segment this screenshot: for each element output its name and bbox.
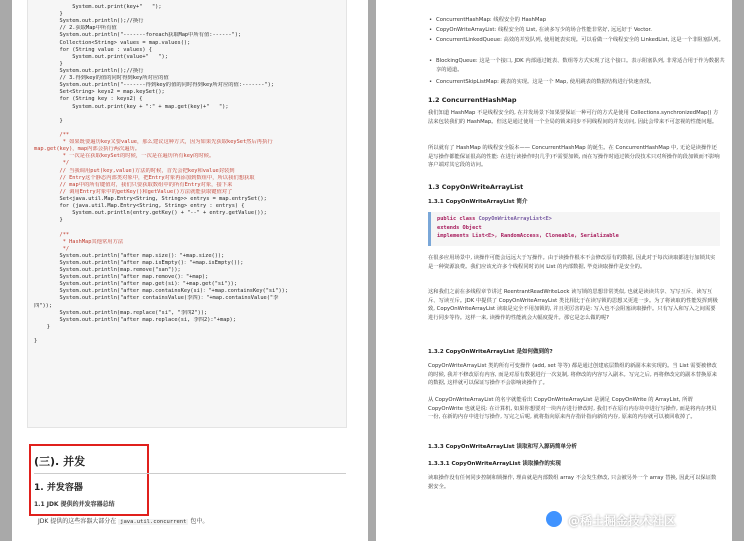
paragraph <box>38 516 208 525</box>
code-comment-line: // Entry这个静态内部类对象中，把Entry对象再添加到数组中，所以我们想获取 <box>34 174 255 181</box>
paragraph-text: 包中。 <box>190 518 209 525</box>
code-comment-line: * HashMap其他常用方法 <box>34 238 124 245</box>
paragraph-text: JDK 提供的这些容器大部分在 <box>38 518 117 525</box>
paragraph: 我们知道 HashMap 不是线程安全的, 在并发场景下如果要保证一种可行的方式是使用 Collections.synchronizedMap() 方法来包装我们的 HashMap。但这是通过使用一个全局的锁来同步不同线程间的并发访问, 因此会带来不可忽视的性能问题。 <box>428 110 719 125</box>
code-line: for (String key : keys2) { <box>34 96 143 103</box>
code-comment-line: // map中的所有键值对，我们只要获取数组中的所有Entry对象，接下来 <box>34 181 233 188</box>
code-line: } <box>34 11 63 18</box>
divider <box>34 473 346 474</box>
paragraph: 从 CopyOnWriteArrayList 的名字就能看出 CopyOnWriteArrayList 是满足 CopyOnWrite 的 ArrayList, 所谓 CopyOnWrite 也就是说: 在计算机, 如果你想要对一块内存进行修改时, 我们不在原有内存块中进行写操作, 而是将内存拷贝一份, 在新的内存中进行写操作, 写完之后呢, 就将指向原来内存指针指向新的内存, 原来的内存就可以被回收掉了。 <box>428 397 717 421</box>
code-comment-line: // 调用Entry对象中的getKey()和getValue()方法就能获取键值对了 <box>34 188 233 195</box>
code-line: System.out.println("after map.containsKey(si)："+map.containsKey("si")); <box>34 288 289 295</box>
code-comment-line: * 如果既要遍历key又要value，那么建议这种方式，因为如果先获取keySet然后再执行 <box>34 139 273 146</box>
code-line: } <box>34 323 50 330</box>
code-line: public class CopyOnWriteArrayList<E> <box>437 216 552 222</box>
code-line: } <box>34 60 63 67</box>
watermark: @稀土掘金技术社区 <box>568 514 677 528</box>
section-title: 1. 并发容器 <box>34 483 83 493</box>
list-item: • ConcurrentHashMap: 线程安全的 HashMap <box>436 16 726 25</box>
code-line: System.out.println("after map.replace(si, 李四2):"+map); <box>34 316 236 323</box>
code-snippet <box>428 212 720 246</box>
paragraph: 这和我们之前在多线程章节讲过 ReentrantReadWriteLock 读写锁的思想非常类似, 也就是读读共享、写写互斥、读写互斥、写读互斥。JDK 中提供了 CopyOnWriteArrayList 类比相比于在读写锁的思想又更进一步。为了将读取的性能发挥到极致, CopyOnWriteArrayList 读取是完全不用加锁的, 并且更厉害的是: 写入也不会阻塞读取操作。只有写入和写入之间需要进行同步等待。这样一来, 读操作的性能就会大幅度提升。那它是怎么做的呢? <box>428 289 718 321</box>
code-line: System.out.println(map.replace("si", "李四2")); <box>34 309 208 316</box>
code-line: System.out.println("after containsValue(李四)："+map.containsValue("李 <box>34 295 279 302</box>
right-page <box>376 0 732 541</box>
paragraph: 读取操作没有任何同步控制和锁操作, 理由就是内部数组 array 不会发生修改, 只会被另外一个 array 替换, 因此可以保证数据安全。 <box>428 475 717 490</box>
paragraph: 所以就有了 HashMap 的线程安全版本—— ConcurrentHashMap 的诞生。在 ConcurrentHashMap 中, 无论是读操作还是写操作都能保证很高的性能: 在进行读操作时(几乎)不需要加锁, 而在写操作时通过锁分段技术只对所操作的段加锁而不影响客户端对其它段的访问。 <box>428 145 720 169</box>
code-line: System.out.print(key + ":" + map.get(key)+" "); <box>34 103 229 110</box>
code-line: 四")); <box>34 302 53 309</box>
list-item: • ConcurrentSkipListMap: 跳表的实现。这是一个 Map, 使用跳表的数据结构进行快速查找。 <box>436 78 726 87</box>
code-line: System.out.println();//换行 <box>34 18 144 25</box>
code-line: System.out.println("after map.size()："+map.size()); <box>34 252 225 259</box>
list-item: • CopyOnWriteArrayList: 线程安全的 List, 在读多写少的场合性能非常好, 远远好于 Vector. <box>436 26 726 35</box>
paragraph: CopyOnWriteArrayList 类的所有可变操作 (add, set 等等) 都是通过创建底层数组的新副本来实现的。当 List 需要被修改的时候, 我并不修改原有内容, 而是对原有数据进行一次复制, 将修改的内容写入副本。写完之后, 再将修改完的副本替换原来的数据, 这样就可以保证写操作不会影响读操作了。 <box>428 363 717 387</box>
code-line: System.out.println("after map.get(si)："+map.get("si")); <box>34 281 238 288</box>
code-comment-line: map.get(key)，map内部会执行两次遍历。 <box>34 146 141 153</box>
code-line: Set<String> keys2 = map.keySet(); <box>34 89 165 96</box>
heading: 1.3.3 CopyOnWriteArrayList 读取和写入源码简单分析 <box>428 444 577 450</box>
heading: 1.3.3.1 CopyOnWriteArrayList 读取操作的实现 <box>428 461 561 467</box>
code-line <box>34 125 346 132</box>
code-line: for (String value : values) { <box>34 46 152 53</box>
inline-code: java.util.concurrent <box>120 519 187 525</box>
code-comment-line: */ <box>34 245 70 252</box>
code-line: } <box>34 217 63 224</box>
code-line: } <box>34 117 63 124</box>
code-line: System.out.println("-------foreach获取Map中所有值:------"); <box>34 32 242 39</box>
code-comment-line: /** <box>34 131 70 138</box>
chapter-title: (三). 并发 <box>34 455 86 468</box>
code-line: extends Object <box>437 224 482 231</box>
heading: 1.2 ConcurrentHashMap <box>428 96 517 104</box>
code-comment-line: */ <box>34 160 70 167</box>
code-line: for (java.util.Map.Entry<String, String> entry : entrys) { <box>34 203 245 210</box>
heading: 1.3.2 CopyOnWriteArrayList 是如何做到的? <box>428 349 553 355</box>
code-line: Collection<String> values = map.values(); <box>34 39 191 46</box>
code-line: // 3.得到key的值的同时得到key所对应的值 <box>34 75 169 82</box>
code-line: System.out.println("after map.remove()："+map); <box>34 274 209 281</box>
code-line: Set<java.util.Map.Entry<String, String>> entrys = map.entrySet(); <box>34 195 267 202</box>
code-line: System.out.println();//换行 <box>34 67 144 74</box>
code-block <box>27 0 347 428</box>
code-line: // 2.获取Map中所有值 <box>34 25 117 32</box>
code-line <box>34 111 346 118</box>
left-page <box>12 0 368 541</box>
code-line: System.out.println(entry.getKey() + "--" + entry.getValue()); <box>34 210 267 217</box>
code-comment-line: // 当我调用put(key,value)方法的时候，首先会把key和value封装到 <box>34 167 235 174</box>
code-line: System.out.print(key+" "); <box>34 4 162 10</box>
heading: 1.3 CopyOnWriteArrayList <box>428 183 524 191</box>
paragraph: 在很多应用场景中, 读操作可能会远远大于写操作。由于读操作根本不会修改原有的数据, 因此对于每次读取都进行加锁其实是一种资源浪费。我们应该允许多个线程同时访问 List 的内部数据, 毕竟读取操作是安全的。 <box>428 255 716 270</box>
code-comment-line: * 一次是在获取keySet的时候，一次是在遍历所有key的时候。 <box>34 153 215 160</box>
heading: 1.3.1 CopyOnWriteArrayList 简介 <box>428 199 528 205</box>
code-line: System.out.print(value+" "); <box>34 53 168 60</box>
code-line: System.out.println("after map.isEmpty()："+map.isEmpty()); <box>34 259 244 266</box>
code-line <box>34 331 346 338</box>
subsection-title: 1.1 JDK 提供的并发容器总结 <box>34 501 115 508</box>
code-line: implements List<E>, RandomAccess, Cloneable, Serializable <box>437 233 619 240</box>
code-comment-line: /** <box>34 231 70 238</box>
code-line: } <box>34 338 38 345</box>
watermark-logo-icon <box>546 511 562 527</box>
list-item: • ConcurrentLinkedQueue: 高效的并发队列, 使用链表实现。可以看做一个线程安全的 LinkedList, 这是一个非阻塞队列。 <box>436 36 726 45</box>
code-line <box>34 224 346 231</box>
code-line: System.out.println("-------得到key的值的同时得到key所对应的值:-------"); <box>34 82 274 89</box>
code-line: System.out.println(map.remove("san")); <box>34 267 181 274</box>
list-item: • BlockingQueue: 这是一个接口, JDK 内部通过链表、数组等方式实现了这个接口。表示阻塞队列, 非常适合用于作为数据共享的通道。 <box>436 57 726 74</box>
